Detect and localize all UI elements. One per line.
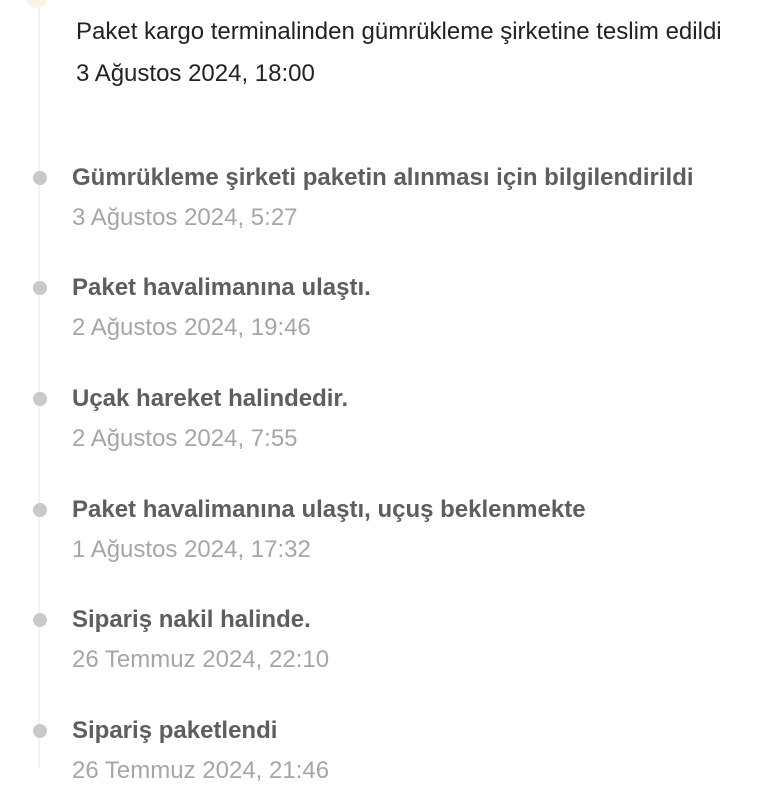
timeline-dot-icon (33, 392, 47, 406)
timeline-dot-icon (33, 613, 47, 627)
current-status-dot-icon (26, 0, 48, 8)
event-title: Sipariş paketlendi (72, 717, 278, 744)
current-event (76, 14, 746, 92)
event-time: 3 Ağustos 2024, 5:27 (72, 204, 298, 231)
current-event-time: 3 Ağustos 2024, 18:00 (76, 60, 315, 87)
event-time: 2 Ağustos 2024, 7:55 (72, 425, 298, 452)
event-time: 2 Ağustos 2024, 19:46 (72, 314, 311, 341)
timeline-dot-icon (33, 503, 47, 517)
event-time: 26 Temmuz 2024, 21:46 (72, 757, 330, 784)
timeline-event (0, 711, 768, 811)
current-event-title: Paket kargo terminalinden gümrükleme şirketine teslim edildi (76, 18, 722, 45)
event-title: Sipariş nakil halinde. (72, 606, 311, 633)
timeline-event (0, 268, 768, 368)
timeline-event (0, 158, 768, 258)
event-time: 1 Ağustos 2024, 17:32 (72, 536, 311, 563)
timeline-event (0, 600, 768, 700)
timeline-event (0, 490, 768, 590)
event-title: Uçak hareket halindedir. (72, 385, 349, 412)
timeline-dot-icon (33, 724, 47, 738)
timeline-dot-icon (33, 171, 47, 185)
event-title: Paket havalimanına ulaştı. (72, 274, 371, 301)
event-title: Gümrükleme şirketi paketin alınması için bilgilendirildi (72, 164, 694, 191)
event-title: Paket havalimanına ulaştı, uçuş beklenmekte (72, 496, 586, 523)
timeline-dot-icon (33, 281, 47, 295)
timeline-event (0, 379, 768, 479)
event-time: 26 Temmuz 2024, 22:10 (72, 646, 330, 673)
